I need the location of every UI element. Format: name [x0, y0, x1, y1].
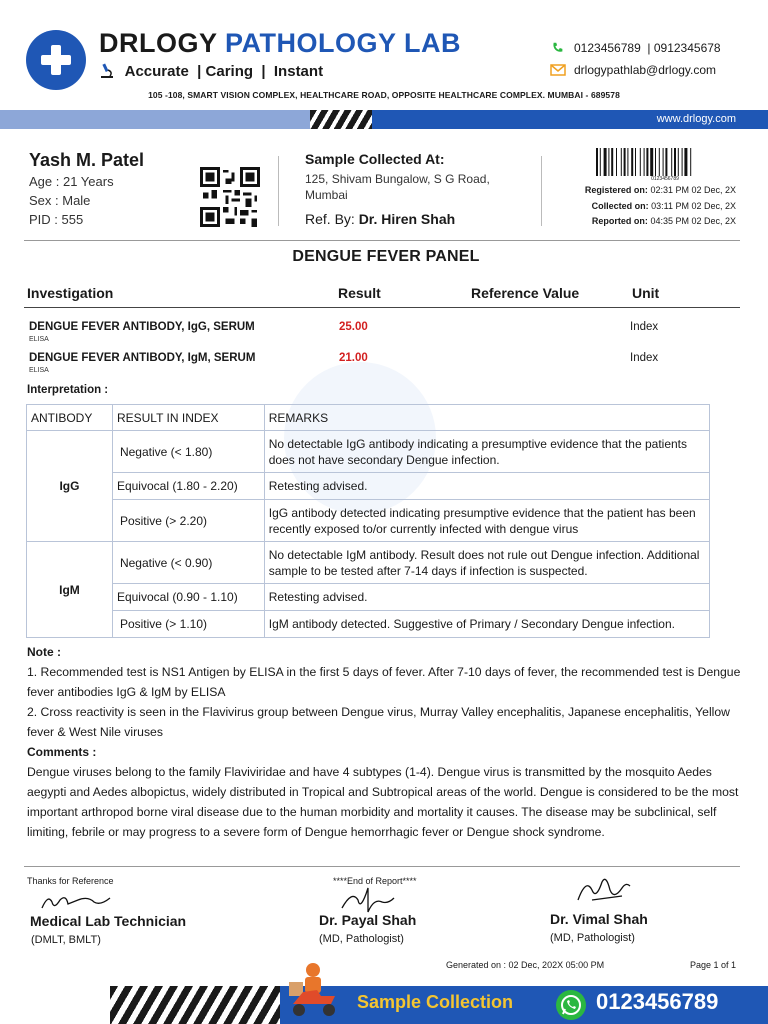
index-cell: Equivocal (1.80 - 2.20)	[112, 473, 264, 500]
collected-date: 03:11 PM 02 Dec, 2X	[651, 200, 736, 211]
remark-cell: IgM antibody detected. Suggestive of Primary / Secondary Dengue infection.	[264, 611, 709, 638]
doctor2-degree: (MD, Pathologist)	[550, 932, 635, 944]
registered-date: 02:31 PM 02 Dec, 2X	[650, 185, 736, 195]
notes-section	[27, 642, 747, 842]
divider	[24, 307, 740, 308]
collected-label: Collected on:	[591, 200, 649, 211]
contact-email[interactable]: drlogypathlab@drlogy.com	[574, 63, 717, 77]
th-remarks: REMARKS	[264, 405, 709, 431]
microscope-icon	[99, 63, 115, 79]
barcode-bar	[665, 148, 667, 176]
referred-by	[305, 211, 455, 227]
generated-on: Generated on : 02 Dec, 202X 05:00 PM	[446, 960, 605, 970]
lab-name-part1: DRLOGY	[99, 28, 218, 58]
barcode-bar	[663, 148, 664, 176]
barcode-bar	[635, 148, 636, 176]
patient-age: Age : 21 Years	[29, 174, 114, 189]
note-item: 2. Cross reactivity is seen in the Flavivirus group between Dengue virus, Murray Valley encephalitis, Japanese encephalitis, Yellow fever & West Nile viruses	[27, 705, 730, 739]
remark-cell: Retesting advised.	[264, 584, 709, 611]
signature-image	[338, 884, 398, 914]
lab-logo-icon	[26, 30, 86, 90]
reported-label: Reported on:	[591, 216, 648, 226]
th-antibody: ANTIBODY	[27, 405, 113, 431]
ref-doctor: Dr. Hiren Shah	[358, 211, 456, 227]
test-method: ELISA	[29, 336, 49, 343]
barcode-bar	[650, 148, 653, 176]
contact-phone[interactable]: 0123456789 | 0912345678	[574, 41, 721, 55]
barcode-bar	[616, 148, 617, 176]
sample-address-line2: Mumbai	[305, 188, 348, 202]
table-row	[27, 431, 710, 473]
interpretation-table	[26, 404, 710, 638]
barcode-bar	[621, 148, 622, 176]
thanks-text: Thanks for Reference	[27, 876, 114, 886]
sample-address-line1: 125, Shivam Bungalow, S G Road,	[305, 172, 490, 186]
test-method: ELISA	[29, 367, 49, 374]
test-result: 21.00	[339, 352, 368, 364]
whatsapp-icon	[556, 990, 586, 1020]
contact-block	[550, 37, 721, 81]
note-item: 1. Recommended test is NS1 Antigen by ELISA in the first 5 days of fever. After 7-10 days of fever, the recommended test is Dengue fever antibodies IgG & IgM by ELISA	[27, 665, 741, 699]
col-result: Result	[338, 285, 381, 301]
index-cell: Equivocal (0.90 - 1.10)	[112, 584, 264, 611]
index-cell: Negative (< 0.90)	[112, 542, 264, 584]
test-name: DENGUE FEVER ANTIBODY, IgM, SERUM	[29, 352, 256, 364]
barcode-bar	[674, 148, 676, 176]
barcode-bar	[631, 148, 633, 176]
signature-image	[572, 870, 632, 910]
report-dates	[544, 183, 736, 230]
remark-cell: No detectable IgG antibody indicating a presumptive evidence that the patients does not have secondary Dengue infection.	[264, 431, 709, 473]
table-row	[27, 542, 710, 584]
patient-sex: Sex : Male	[29, 193, 91, 208]
test-unit: Index	[630, 352, 659, 364]
tech-degree: (DMLT, BMLT)	[31, 934, 101, 946]
footer-band	[0, 986, 768, 1024]
antibody-igg: IgG	[27, 431, 113, 542]
qr-code-icon	[200, 167, 260, 227]
barcode-bar	[611, 148, 613, 176]
patient-name: Yash M. Patel	[29, 150, 145, 170]
test-name: DENGUE FEVER ANTIBODY, IgG, SERUM	[29, 321, 255, 333]
barcode-bar	[596, 148, 598, 176]
comments-heading: Comments :	[27, 745, 97, 759]
remark-cell: Retesting advised.	[264, 473, 709, 500]
col-investigation: Investigation	[27, 285, 114, 301]
phone-icon	[550, 41, 566, 55]
sample-collected-title: Sample Collected At:	[305, 151, 445, 167]
lab-name-part2: PATHOLOGY LAB	[225, 28, 462, 58]
table-row	[27, 611, 710, 638]
table-row	[27, 500, 710, 542]
barcode-bar	[604, 148, 607, 176]
table-row	[27, 473, 710, 500]
divider	[24, 866, 740, 867]
tagline	[99, 63, 323, 80]
index-cell: Positive (> 1.10)	[112, 611, 264, 638]
panel-title: DENGUE FEVER PANEL	[292, 248, 480, 265]
note-heading: Note :	[27, 645, 61, 659]
barcode-bar	[659, 148, 660, 176]
index-cell: Positive (> 2.20)	[112, 500, 264, 542]
reported-date: 04:35 PM 02 Dec, 2X	[650, 216, 736, 226]
patient-pid: PID : 555	[29, 212, 84, 227]
signature-image	[38, 890, 118, 914]
barcode-bar	[600, 148, 601, 176]
index-cell: Negative (< 1.80)	[112, 431, 264, 473]
barcode-icon	[596, 148, 734, 176]
lab-address: 105 -108, SMART VISION COMPLEX, HEALTHCARE ROAD, OPPOSITE HEALTHCARE COMPLEX. MUMBAI - 689578	[148, 90, 620, 100]
ref-label: Ref. By:	[305, 211, 355, 227]
barcode-bar	[646, 148, 648, 176]
comments-text: Dengue viruses belong to the family Flaviviridae and have 4 subtypes (1-4). Dengue virus is transmitted by the mosquito Aedes aegypti and Aedes albopictus, widely distributed in Tropical and Subtropical areas of the world. Dengue is considered to be the most important arthropod borne viral disease due to the human morbidity and mortality it causes. The disease may be subclinical, self limiting, febrile or may progress to a severe form of Dengue hemorrhagic fever or Dengue shock syndrome.	[27, 765, 739, 839]
delivery-scooter-icon	[283, 960, 343, 1020]
end-of-report: ****End of Report****	[333, 876, 417, 886]
footer-phone[interactable]: 0123456789	[596, 989, 719, 1014]
antibody-igm: IgM	[27, 542, 113, 638]
interpretation-heading: Interpretation :	[27, 384, 109, 396]
sample-collection-label: Sample Collection	[357, 992, 514, 1012]
th-result-index: RESULT IN INDEX	[112, 405, 264, 431]
barcode-bar	[624, 148, 626, 176]
barcode-bar	[608, 148, 609, 176]
tech-name: Medical Lab Technician	[30, 913, 187, 929]
email-icon	[550, 63, 566, 77]
test-unit: Index	[630, 321, 659, 333]
barcode-bar	[684, 148, 687, 176]
table-row	[27, 584, 710, 611]
tagline-text: Accurate | Caring | Instant	[124, 63, 324, 80]
sample-address	[305, 171, 525, 203]
barcode-bar	[678, 148, 679, 176]
remark-cell: No detectable IgM antibody. Result does not rule out Dengue infection. Additional sample to be tested after 7-14 days if infection is suspected.	[264, 542, 709, 584]
table-header-row	[27, 405, 710, 431]
website-link[interactable]: www.drlogy.com	[656, 113, 736, 125]
lab-name	[99, 28, 461, 59]
barcode-bar	[640, 148, 641, 176]
barcode-bar	[644, 148, 645, 176]
test-result: 25.00	[339, 321, 368, 333]
barcode-bar	[682, 148, 683, 176]
divider	[278, 156, 279, 226]
divider	[541, 156, 542, 226]
page-number: Page 1 of 1	[690, 960, 737, 970]
barcode-bar	[655, 148, 656, 176]
doctor2-name: Dr. Vimal Shah	[550, 911, 648, 927]
barcode-bar	[671, 148, 672, 176]
barcode-bar	[627, 148, 628, 176]
doctor1-name: Dr. Payal Shah	[319, 912, 417, 928]
col-unit: Unit	[632, 285, 660, 301]
doctor1-degree: (MD, Pathologist)	[319, 933, 404, 945]
header-band	[0, 110, 768, 129]
barcode-bar	[690, 148, 691, 176]
col-reference: Reference Value	[471, 285, 580, 301]
divider	[24, 240, 740, 241]
remark-cell: IgG antibody detected indicating presumptive evidence that the patient has been recently exposed to/or currently infected with dengue virus	[264, 500, 709, 542]
barcode-number: 0123456789	[651, 176, 679, 182]
registered-label: Registered on:	[584, 185, 648, 195]
